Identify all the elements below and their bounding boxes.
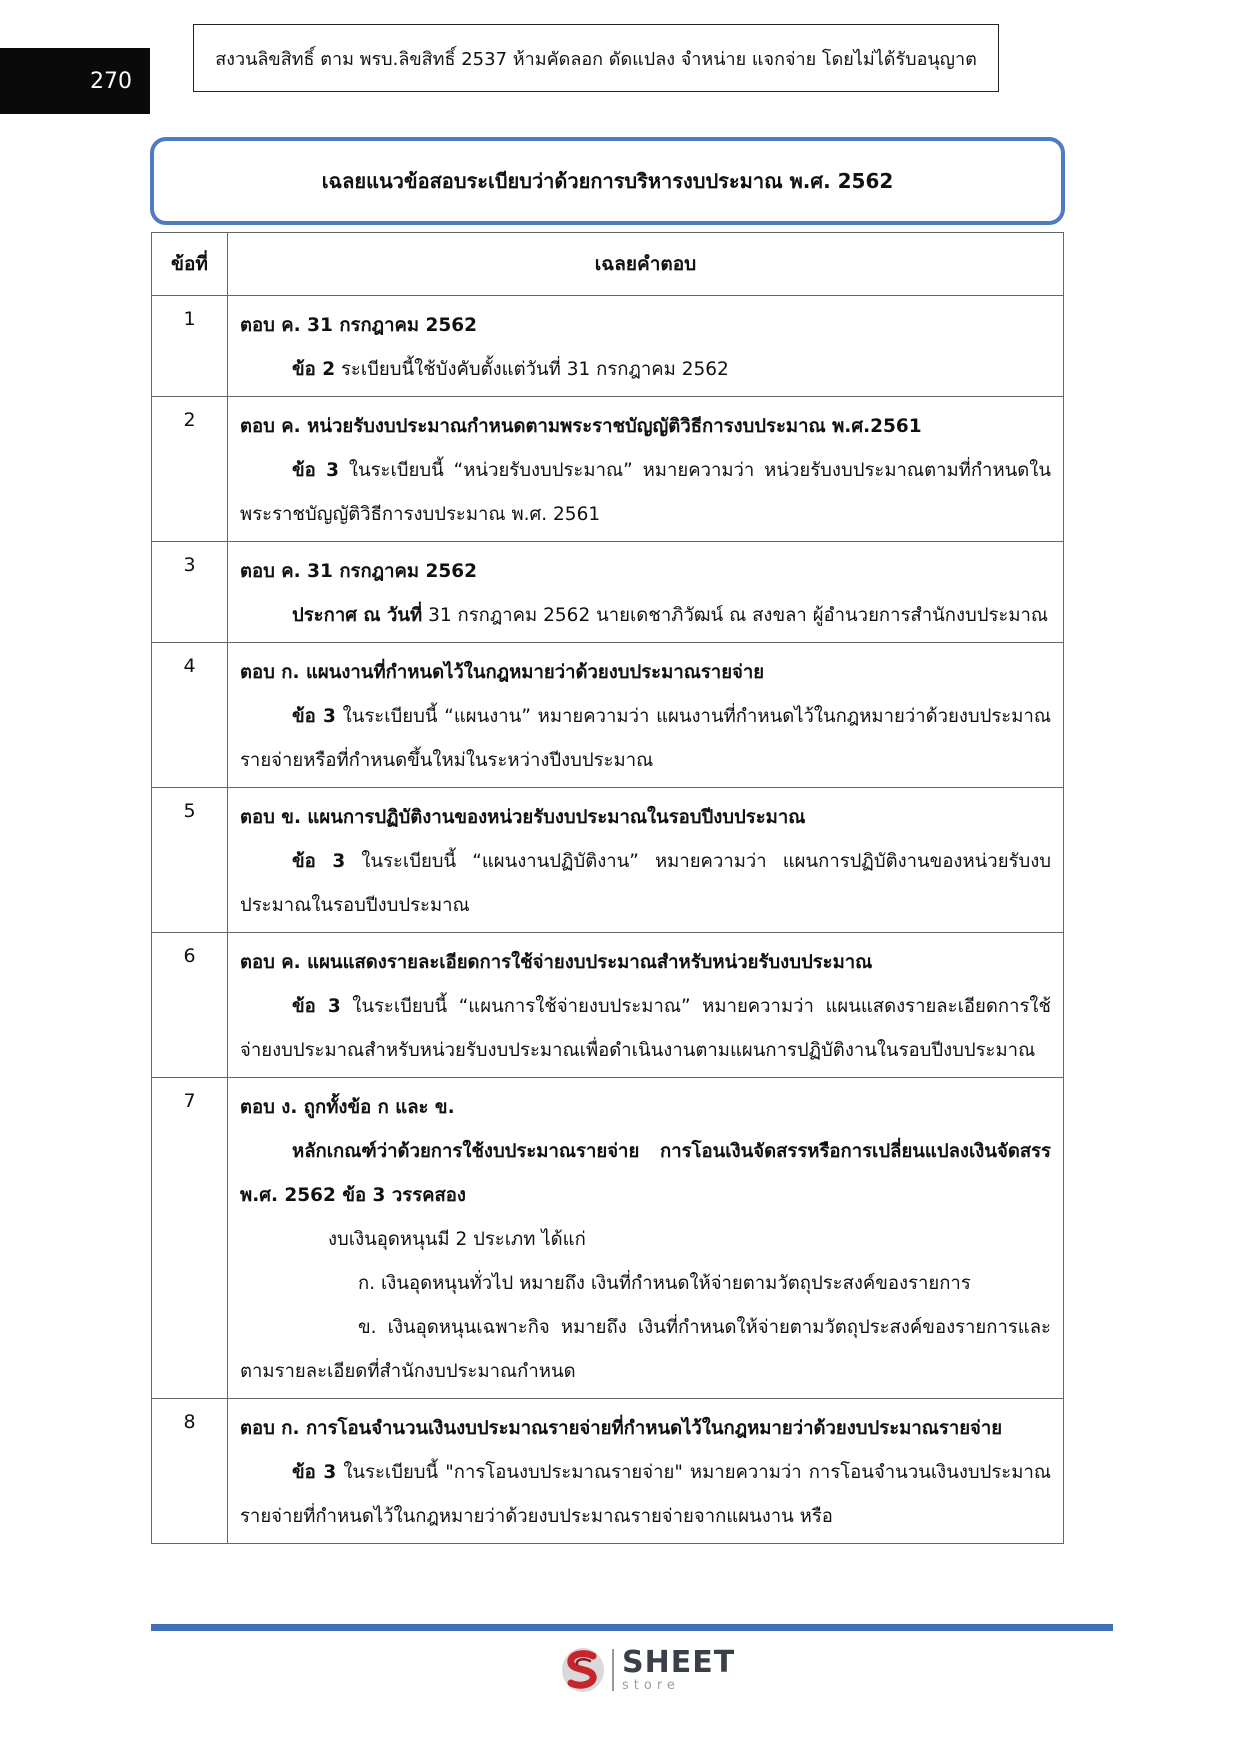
answer-line: ตอบ ข. แผนการปฏิบัติงานของหน่วยรับงบประมาณในรอบปีงบประมาณ [240,807,806,828]
row-content [228,933,1064,1078]
row-content [228,1399,1064,1544]
row-number: 4 [152,643,228,788]
explanation [240,1451,1051,1539]
explanation [240,348,1051,392]
table-row [152,1078,1064,1399]
explanation-text: ในระเบียบนี้ “แผนงานปฏิบัติงาน” หมายความว่า แผนการปฏิบัติงานของหน่วยรับงบประมาณในรอบปีงบประมาณ [240,851,1051,916]
explanation [240,594,1051,638]
clause-ref: ประกาศ ณ วันที่ [292,605,423,626]
table-row [152,397,1064,542]
explanation [240,840,1051,928]
clause-ref: ข้อ 3 [292,1462,337,1483]
answer-line: ตอบ ก. การโอนจำนวนเงินงบประมาณรายจ่ายที่กำหนดไว้ในกฎหมายว่าด้วยงบประมาณรายจ่าย [240,1418,1003,1439]
explanation-text: ในระเบียบนี้ "การโอนงบประมาณรายจ่าย" หมายความว่า การโอนจำนวนเงินงบประมาณรายจ่ายที่กำหนดไว้ในกฎหมายว่าด้วยงบประมาณรายจ่ายจากแผนงาน หรือ [240,1462,1051,1527]
column-header-number: ข้อที่ [152,233,228,296]
row-number: 8 [152,1399,228,1544]
regulation-heading: หลักเกณฑ์ว่าด้วยการใช้งบประมาณรายจ่าย การโอนเงินจัดสรรหรือการเปลี่ยนแปลงเงินจัดสรร พ.ศ. 2562 ข้อ 3 วรรคสอง [240,1141,1051,1206]
subsidy-item-a: ก. เงินอุดหนุนทั่วไป หมายถึง เงินที่กำหนดให้จ่ายตามวัตถุประสงค์ของรายการ [358,1273,971,1294]
answer-line: ตอบ ค. 31 กรกฎาคม 2562 [240,315,477,336]
row-content [228,397,1064,542]
table-row [152,933,1064,1078]
explanation-text: ในระเบียบนี้ “แผนการใช้จ่ายงบประมาณ” หมายความว่า แผนแสดงรายละเอียดการใช้จ่ายงบประมาณสำหรับหน่วยรับงบประมาณเพื่อดำเนินงานตามแผนการปฏิบัติงานในรอบปีงบประมาณ [240,996,1051,1061]
row-number: 3 [152,542,228,643]
explanation-text: ในระเบียบนี้ “หน่วยรับงบประมาณ” หมายความว่า หน่วยรับงบประมาณตามที่กำหนดในพระราชบัญญัติวิธีการงบประมาณ พ.ศ. 2561 [240,460,1051,525]
explanation-text: ระเบียบนี้ใช้บังคับตั้งแต่วันที่ 31 กรกฎาคม 2562 [335,359,729,380]
answer-line: ตอบ ค. หน่วยรับงบประมาณกำหนดตามพระราชบัญญัติวิธีการงบประมาณ พ.ศ.2561 [240,416,922,437]
row-content [228,1078,1064,1399]
clause-ref: ข้อ 3 [292,706,336,727]
footer-rule [151,1624,1113,1631]
logo-wordmark [622,1645,736,1693]
table-header-row [152,233,1064,296]
answer-line: ตอบ ก. แผนงานที่กำหนดไว้ในกฎหมายว่าด้วยงบประมาณรายจ่าย [240,662,765,683]
page-number: 270 [0,48,150,114]
explanation-text: 31 กรกฎาคม 2562 นายเดชาภิวัฒน์ ณ สงขลา ผู้อำนวยการสำนักงบประมาณ [422,605,1049,626]
subsidy-item-b: ข. เงินอุดหนุนเฉพาะกิจ หมายถึง เงินที่กำหนดให้จ่ายตามวัตถุประสงค์ของรายการและตามรายละเอียดที่สำนักงบประมาณกำหนด [240,1317,1051,1382]
table-row [152,1399,1064,1544]
explanation [240,695,1051,783]
explanation [240,985,1051,1073]
row-number: 1 [152,296,228,397]
row-content [228,643,1064,788]
sheet-store-logo [560,1646,735,1694]
sheet-store-s-logo-icon [560,1646,606,1694]
row-content [228,788,1064,933]
answer-key-table [151,232,1064,1544]
copyright-notice: สงวนลิขสิทธิ์ ตาม พรบ.ลิขสิทธิ์ 2537 ห้ามคัดลอก ดัดแปลง จำหน่าย แจกจ่าย โดยไม่ได้รับอนุญาต [193,24,999,92]
page-title: เฉลยแนวข้อสอบระเบียบว่าด้วยการบริหารงบประมาณ พ.ศ. 2562 [150,137,1065,225]
column-header-answer: เฉลยคำตอบ [228,233,1064,296]
clause-ref: ข้อ 3 [292,460,340,481]
table-row [152,643,1064,788]
table-row [152,542,1064,643]
logo-word: SHEET [622,1645,736,1680]
table-row [152,296,1064,397]
subsidy-intro: งบเงินอุดหนุนมี 2 ประเภท ได้แก่ [328,1229,586,1250]
row-number: 6 [152,933,228,1078]
explanation [240,449,1051,537]
table-row [152,788,1064,933]
answer-line: ตอบ ค. แผนแสดงรายละเอียดการใช้จ่ายงบประมาณสำหรับหน่วยรับงบประมาณ [240,952,873,973]
answer-line: ตอบ ง. ถูกทั้งข้อ ก และ ข. [240,1097,455,1118]
clause-ref: ข้อ 3 [292,851,346,872]
clause-ref: ข้อ 3 [292,996,341,1017]
logo-separator [612,1649,614,1691]
row-number: 7 [152,1078,228,1399]
clause-ref: ข้อ 2 [292,359,336,380]
row-number: 2 [152,397,228,542]
row-content [228,296,1064,397]
row-number: 5 [152,788,228,933]
explanation-text: ในระเบียบนี้ “แผนงาน” หมายความว่า แผนงานที่กำหนดไว้ในกฎหมายว่าด้วยงบประมาณรายจ่ายหรือที่กำหนดขึ้นใหม่ในระหว่างปีงบประมาณ [240,706,1051,771]
answer-line: ตอบ ค. 31 กรกฎาคม 2562 [240,561,477,582]
logo-subword: store [622,1678,680,1693]
row-content [228,542,1064,643]
